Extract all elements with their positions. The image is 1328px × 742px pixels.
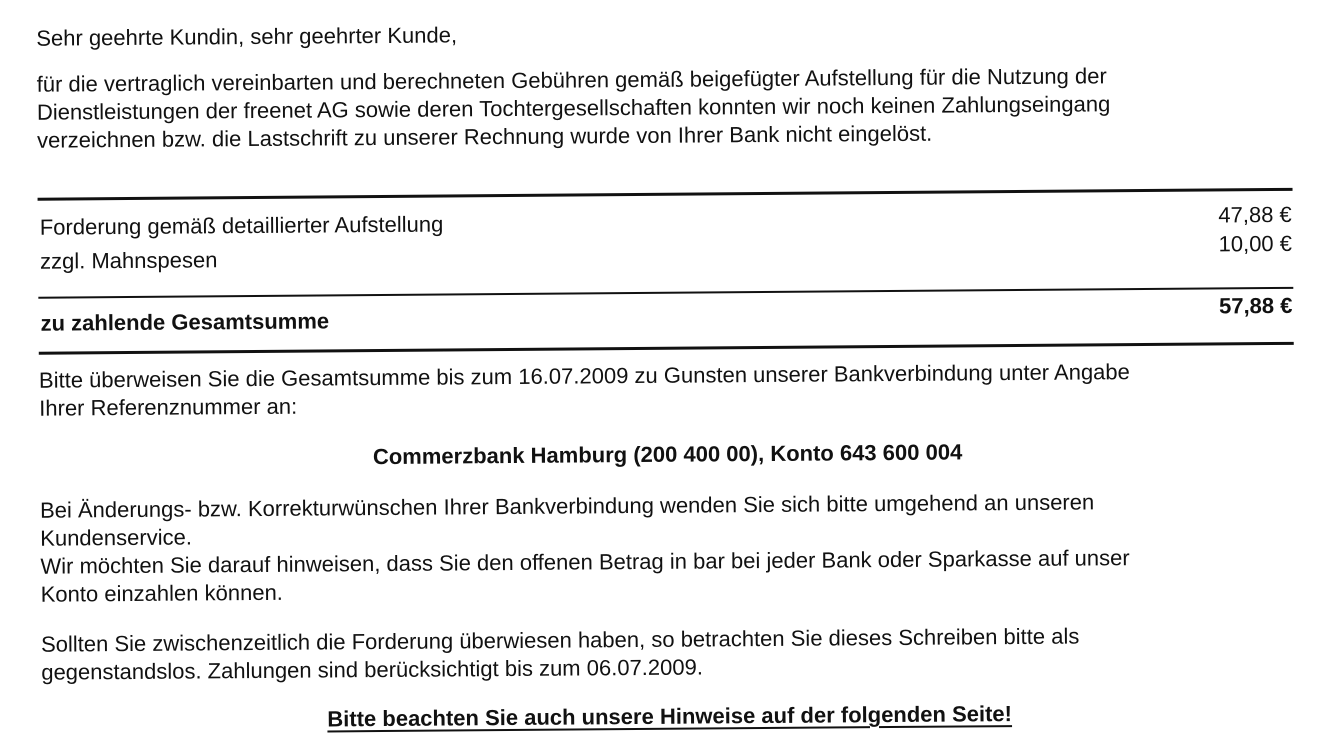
payment-request-line: Bitte überweisen Sie die Gesamtsumme bis zum 16.07.2009 zu Gunsten unserer Bankverbindung unter Angabe [38,359,1130,393]
salutation: Sehr geehrte Kundin, sehr geehrter Kunde, [36,22,458,51]
invoice-item-amount: 10,00 € [1218,230,1293,257]
invoice-item-label: Forderung gemäß detaillierter Aufstellung [39,211,444,240]
invoice-item-label: zzgl. Mahnspesen [39,247,218,274]
subtotal-rule [38,287,1293,298]
change-notice-line: Kundenservice. [40,524,192,551]
intro-paragraph [37,62,1111,154]
table-bottom-rule [39,342,1294,355]
invoice-item-amount: 47,88 € [1218,201,1292,228]
change-notice [40,488,1130,609]
intro-line: verzeichnen bzw. die Lastschrift zu unserer Rechnung wurde von Ihrer Bank nicht eingelöst. [37,120,933,153]
intro-line: Dienstleistungen der freenet AG sowie deren Tochtergesellschaften konnten wir noch keinen Zahlungseingang [36,91,1111,125]
total-amount: 57,88 € [1218,292,1293,319]
disregard-notice [41,623,1080,687]
footer-note: Bitte beachten Sie auch unsere Hinweise auf der folgenden Seite! [327,701,1013,732]
total-label: zu zahlende Gesamtsumme [40,308,330,336]
change-notice-line: Konto einzahlen können. [40,579,283,607]
table-top-rule [38,188,1293,201]
payment-request-line: Ihrer Referenznummer an: [39,393,298,421]
intro-line: für die vertraglich vereinbarten und berechneten Gebühren gemäß beigefügter Aufstellung für die Nutzung der [36,63,1107,97]
payment-request [39,358,1130,423]
bank-details: Commerzbank Hamburg (200 400 00), Konto 643 600 004 [372,439,963,470]
change-notice-line: Wir möchten Sie darauf hinweisen, dass Sie den offenen Betrag in bar bei jeder Bank oder Sparkasse auf unser [40,545,1130,579]
change-notice-line: Bei Änderungs- bzw. Korrekturwünschen Ihrer Bankverbindung wenden Sie sich bitte umgehend an unseren [39,489,1095,523]
disregard-notice-line: gegenstandslos. Zahlungen sind berücksichtigt bis zum 06.07.2009. [41,654,704,685]
disregard-notice-line: Sollten Sie zwischenzeitlich die Forderung überwiesen haben, so betrachten Sie dieses Schreiben bitte als [40,623,1080,657]
